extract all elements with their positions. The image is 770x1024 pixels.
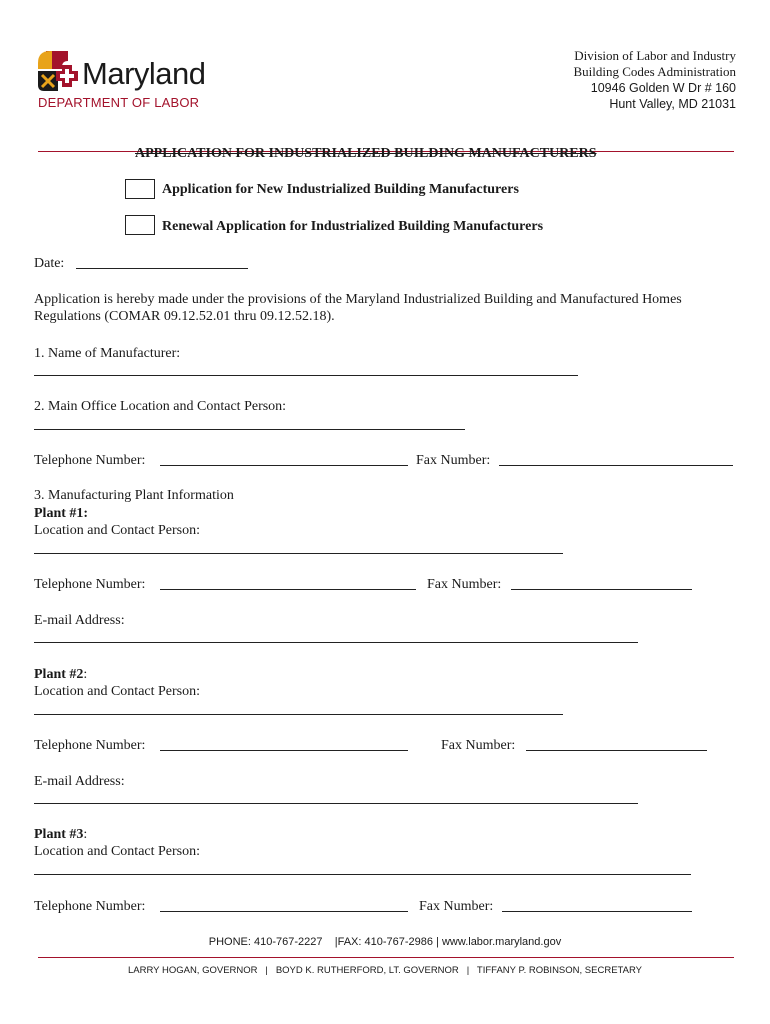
- main-office-label: 2. Main Office Location and Contact Person:: [34, 399, 287, 414]
- plant-2-location-label: Location and Contact Person:: [34, 684, 201, 699]
- plant-2-fax-field[interactable]: [526, 750, 707, 751]
- new-application-label: Application for New Industrialized Building Manufacturers: [162, 182, 519, 197]
- main-office-fax-field[interactable]: [499, 465, 733, 466]
- plant-1-telephone-field[interactable]: [160, 589, 416, 590]
- plant-1-heading: Plant #1:: [34, 506, 89, 521]
- plant-2-telephone-field[interactable]: [160, 750, 408, 751]
- plant-1-telephone-label: Telephone Number:: [34, 577, 146, 592]
- manufacturer-name-field[interactable]: [34, 375, 578, 376]
- logo-wordmark: Maryland: [82, 56, 206, 91]
- plant-2-telephone-label: Telephone Number:: [34, 738, 146, 753]
- date-field[interactable]: [76, 268, 248, 269]
- plant-info-label: 3. Manufacturing Plant Information: [34, 488, 234, 503]
- footer-officials: LARRY HOGAN, GOVERNOR | BOYD K. RUTHERFORD, LT. GOVERNOR | TIFFANY P. ROBINSON, SECRETARY: [128, 965, 642, 976]
- plant-1-fax-field[interactable]: [511, 589, 692, 590]
- renewal-application-checkbox[interactable]: [125, 215, 155, 235]
- plant-2-email-field[interactable]: [34, 803, 638, 804]
- footer-contact: PHONE: 410-767-2227 |FAX: 410-767-2986 | www.labor.maryland.gov: [208, 936, 562, 948]
- plant-2-fax-label: Fax Number:: [441, 738, 516, 753]
- new-application-checkbox[interactable]: [125, 179, 155, 199]
- plant-1-location-field[interactable]: [34, 553, 563, 554]
- intro-line-1: Application is hereby made under the provisions of the Maryland Industrialized Building and Manufactured Homes: [34, 292, 682, 307]
- plant-3-location-field[interactable]: [34, 874, 691, 875]
- plant-3-telephone-label: Telephone Number:: [34, 899, 146, 914]
- agency-city: Hunt Valley, MD 21031: [609, 97, 736, 111]
- main-office-field[interactable]: [34, 429, 465, 430]
- main-office-telephone-field[interactable]: [160, 465, 408, 466]
- renewal-application-label: Renewal Application for Industrialized Building Manufacturers: [162, 219, 544, 234]
- agency-address: [573, 48, 736, 112]
- plant-3-fax-field[interactable]: [502, 911, 692, 912]
- logo-subtitle: DEPARTMENT OF LABOR: [38, 95, 200, 110]
- plant-3-telephone-field[interactable]: [160, 911, 408, 912]
- plant-3-heading: Plant #3:: [34, 827, 88, 842]
- manufacturer-name-label: 1. Name of Manufacturer:: [34, 346, 181, 361]
- plant-2-email-label: E-mail Address:: [34, 774, 125, 789]
- date-label: Date:: [34, 256, 65, 271]
- main-office-telephone-label: Telephone Number:: [34, 453, 146, 468]
- plant-1-email-field[interactable]: [34, 642, 638, 643]
- intro-line-2: Regulations (COMAR 09.12.52.01 thru 09.12.52.18).: [34, 309, 335, 324]
- agency-administration: Building Codes Administration: [573, 64, 736, 79]
- plant-2-heading: Plant #2:: [34, 667, 88, 682]
- plant-1-location-label: Location and Contact Person:: [34, 523, 201, 538]
- plant-1-fax-label: Fax Number:: [427, 577, 502, 592]
- form-title: APPLICATION FOR INDUSTRIALIZED BUILDING MANUFACTURERS: [135, 146, 597, 161]
- plant-3-fax-label: Fax Number:: [419, 899, 494, 914]
- plant-3-location-label: Location and Contact Person:: [34, 844, 201, 859]
- maryland-flag-logo: [38, 51, 84, 91]
- plant-1-email-label: E-mail Address:: [34, 613, 125, 628]
- main-office-fax-label: Fax Number:: [416, 453, 491, 468]
- agency-division: Division of Labor and Industry: [574, 48, 736, 63]
- agency-street: 10946 Golden W Dr # 160: [590, 81, 736, 95]
- footer-divider: [38, 957, 734, 958]
- plant-2-location-field[interactable]: [34, 714, 563, 715]
